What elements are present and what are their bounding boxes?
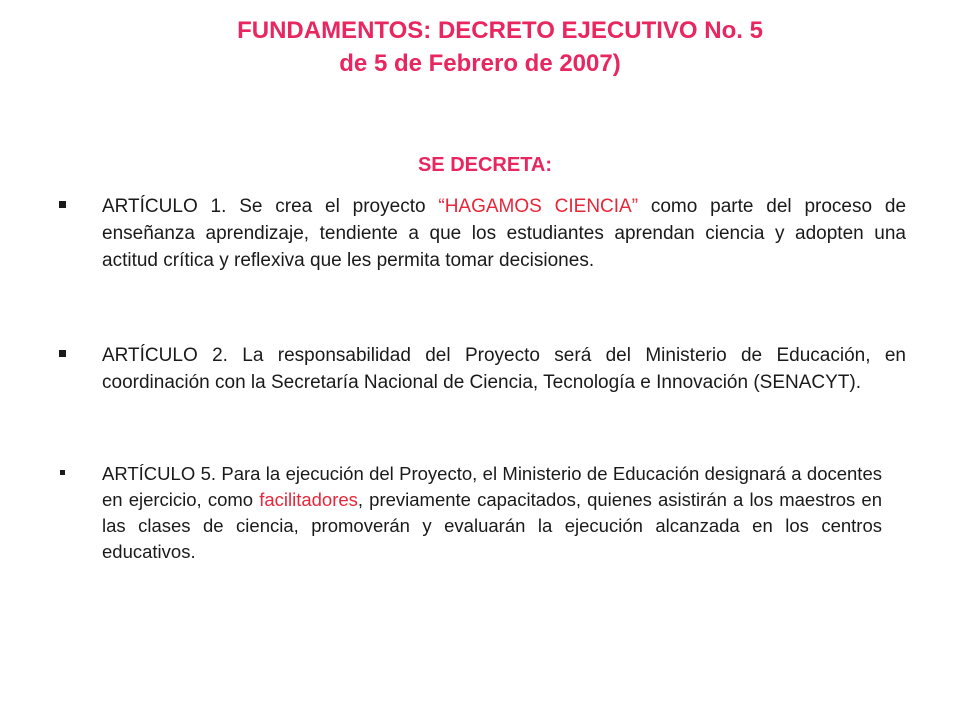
article-5-text-continued: , previamente capacitados, quienes asistirán a los maestros en las clases de ciencia, promoverán y evaluarán la ejecución alcanzada en los centros educativos. [102,489,882,562]
decree-heading: SE DECRETA: [417,154,553,176]
square-bullet-icon [59,350,66,357]
facilitators-highlight: facilitadores [259,489,358,510]
title-line-1: FUNDAMENTOS: DECRETO EJECUTIVO No. 5 [237,17,763,44]
project-name-highlight: “HAGAMOS CIENCIA” [438,196,639,217]
article-2-text: ARTÍCULO 2. La responsabilidad del Proyecto será del Ministerio de Educación, en coordinación con la Secretaría Nacional de Ciencia, Tecnología e Innovación (SENACYT). [102,345,906,393]
article-1-text-continued: como parte del proceso de enseñanza aprendizaje, tendiente a que los estudiantes aprendan ciencia y adopten una actitud crítica y reflexiva que les permita tomar decisiones. [102,196,907,271]
article-5 [102,461,882,565]
article-5-text: ARTÍCULO 5. Para la ejecución del Proyecto, el Ministerio de Educación designará a docentes en ejercicio, como [102,463,882,510]
title-line-2: de 5 de Febrero de 2007) [339,50,621,77]
square-bullet-icon [59,201,66,208]
article-1-text: ARTÍCULO 1. Se crea el proyecto [102,196,439,217]
article-1 [102,193,906,274]
square-bullet-icon [60,470,65,475]
article-2 [102,342,906,396]
slide-title [0,14,960,80]
